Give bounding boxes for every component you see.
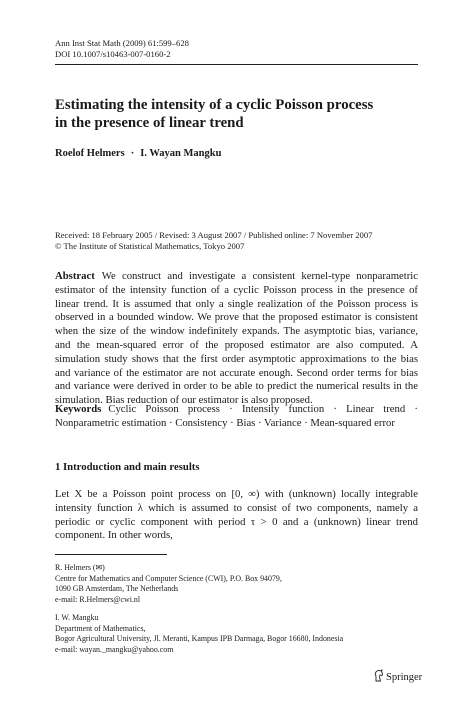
abstract-text: We construct and investigate a consistent kernel-type nonparametric estimator of the intensity function of a cyclic Poisson process in the presence of linear trend. It is assumed that only a single realization of the Poisson process is observed in a bounded window. We prove that the proposed estimator is consistent when the size of the window indefinitely expands. The asymptotic bias, variance, and the mean-squared error of the proposed estimator are also computed. A simulation study shows that the first order asymptotic approximations to the bias and variance of the estimator are not accurate enough. Second order terms for bias and variance were derived in order to be able to predict the numerical results in the simulation. Bias reduction of our estimator is also proposed.	[55, 270, 418, 407]
keywords-label: Keywords	[55, 403, 102, 415]
footnote-address: 1090 GB Amsterdam, The Netherlands	[55, 584, 179, 594]
received-dates: Received: 18 February 2005 / Revised: 3 August 2007 / Published online: 7 November 2007	[55, 230, 373, 240]
author-list	[55, 148, 221, 159]
footnote-divider	[55, 554, 167, 555]
springer-horse-icon	[373, 669, 386, 685]
title-line-2: in the presence of linear trend	[55, 114, 244, 131]
abstract-block	[55, 270, 418, 408]
footnote-author-name: I. W. Mangku	[55, 613, 99, 622]
title-line-1: Estimating the intensity of a cyclic Poisson process	[55, 97, 374, 113]
paper-title	[55, 97, 415, 132]
footnote-address: Bogor Agricultural University, Jl. Meranti, Kampus IPB Darmaga, Bogor 16680, Indonesia	[55, 634, 344, 644]
publisher-logo	[373, 669, 422, 685]
intro-paragraph: Let X be a Poisson point process on [0, ∞) with (unknown) locally integrable intensity function λ which is assumed to consist of two components, namely a periodic or cyclic component with period τ > 0 and a (unknown) linear trend component. In other words,	[55, 488, 418, 542]
footnote-author-2	[55, 613, 425, 655]
footnote-author-1	[55, 563, 425, 605]
publication-history	[55, 230, 425, 252]
keywords-text: Cyclic Poisson process · Intensity function · Linear trend · Nonparametric estimation · Consistency · Bias · Variance · Mean-squared error	[55, 403, 418, 429]
footnote-email: e-mail: wayan._mangku@yahoo.com	[55, 644, 174, 654]
doi-line: DOI 10.1007/s10463-007-0160-2	[55, 49, 171, 59]
keywords-block	[55, 403, 418, 431]
journal-citation	[55, 38, 189, 60]
copyright-line: © The Institute of Statistical Mathematics, Tokyo 2007	[55, 241, 245, 251]
section-heading: 1 Introduction and main results	[55, 461, 200, 473]
footnote-author-name: R. Helmers (✉)	[55, 563, 105, 572]
footnote-email: e-mail: R.Helmers@cwi.nl	[55, 594, 141, 604]
author-name: I. Wayan Mangku	[140, 148, 222, 159]
author-name: Roelof Helmers	[55, 148, 125, 159]
footnote-affiliation: Centre for Mathematics and Computer Science (CWI), P.O. Box 94079,	[55, 573, 282, 583]
publisher-name: Springer	[386, 671, 423, 683]
journal-reference: Ann Inst Stat Math (2009) 61:599–628	[55, 38, 189, 48]
abstract-label: Abstract	[55, 270, 95, 282]
footnote-department: Department of Mathematics,	[55, 623, 146, 633]
author-separator: ·	[130, 148, 135, 159]
header-divider	[55, 64, 418, 65]
